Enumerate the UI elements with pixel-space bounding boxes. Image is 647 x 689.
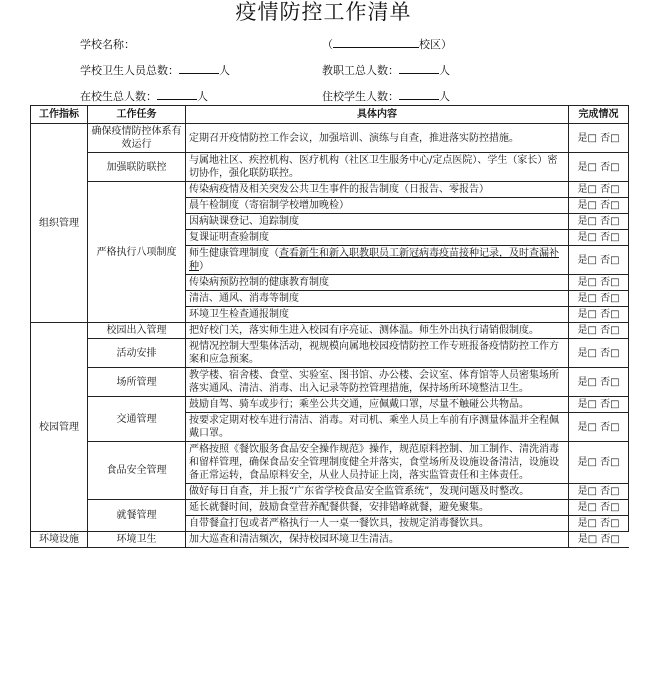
header-content: 具体内容 bbox=[186, 106, 569, 124]
status-checkbox[interactable]: 是□ 否□ bbox=[569, 214, 629, 230]
table-row bbox=[31, 182, 629, 198]
status-checkbox[interactable]: 是□ 否□ bbox=[569, 442, 629, 484]
task-cell: 食品安全管理 bbox=[88, 442, 186, 500]
vaccination-record-text: 查看新生和新入职教职员工新冠病毒疫苗接种记录，及时查漏补种 bbox=[189, 248, 559, 272]
school-name-field bbox=[80, 36, 135, 52]
content-cell: 按要求定期对校车进行清洁、消毒。对司机、乘坐人员上车前有序测量体温并全程佩戴口罩。 bbox=[186, 413, 569, 442]
campus-open: （ bbox=[322, 38, 333, 51]
content-cell: 清洁、通风、消毒等制度 bbox=[186, 291, 569, 307]
content-cell: 鼓励自驾、骑车或步行；乘坐公共交通，应佩戴口罩，尽量不触碰公共物品。 bbox=[186, 397, 569, 413]
status-checkbox[interactable]: 是□ 否□ bbox=[569, 182, 629, 198]
task-cell: 活动安排 bbox=[88, 339, 186, 368]
unit-label: 人 bbox=[439, 90, 450, 103]
table-row bbox=[31, 397, 629, 413]
status-checkbox[interactable]: 是□ 否□ bbox=[569, 153, 629, 182]
task-cell: 确保疫情防控体系有效运行 bbox=[88, 124, 186, 153]
task-cell: 环境卫生 bbox=[88, 532, 186, 548]
content-text: 师生健康管理制度（ bbox=[189, 248, 279, 259]
status-checkbox[interactable]: 是□ 否□ bbox=[569, 397, 629, 413]
content-cell: 与属地社区、疾控机构、医疗机构（社区卫生服务中心/定点医院）、学生（家长）密切协作，强化联防联控。 bbox=[186, 153, 569, 182]
unit-label: 人 bbox=[439, 64, 450, 77]
health-staff-field bbox=[80, 62, 230, 78]
table-row bbox=[31, 153, 629, 182]
health-staff-blank[interactable] bbox=[179, 62, 219, 74]
task-cell: 交通管理 bbox=[88, 397, 186, 442]
status-checkbox[interactable]: 是□ 否□ bbox=[569, 532, 629, 548]
content-cell: 因病缺课登记、追踪制度 bbox=[186, 214, 569, 230]
campus-field bbox=[322, 36, 452, 52]
campus-blank[interactable] bbox=[333, 36, 419, 48]
boarders-total-label: 住校学生人数： bbox=[322, 90, 399, 103]
campus-suffix: 校区） bbox=[419, 38, 452, 51]
header-task: 工作任务 bbox=[88, 106, 186, 124]
content-cell: 教学楼、宿舍楼、食堂、实验室、图书馆、办公楼、会议室、体育馆等人员密集场所落实通风、清洁、消毒、出入记录等防控管理措施，保持场所环境整洁卫生。 bbox=[186, 368, 569, 397]
task-cell: 严格执行八项制度 bbox=[88, 182, 186, 323]
status-checkbox[interactable]: 是□ 否□ bbox=[569, 307, 629, 323]
content-cell: 严格按照《餐饮服务食品安全操作规范》操作，规范原料控制、加工制作、清洗消毒和留样管理，确保食品安全管理制度健全并落实，食堂场所及设施设备清洁，设施设备正常运转，食品原料安全，从业人员持证上岗，落实监管责任和主体责任。 bbox=[186, 442, 569, 484]
students-total-label: 在校生总人数： bbox=[80, 90, 157, 103]
status-checkbox[interactable]: 是□ 否□ bbox=[569, 413, 629, 442]
status-checkbox[interactable]: 是□ 否□ bbox=[569, 230, 629, 246]
table-row bbox=[31, 442, 629, 484]
table-row bbox=[31, 339, 629, 368]
status-checkbox[interactable]: 是□ 否□ bbox=[569, 198, 629, 214]
checklist-table bbox=[30, 105, 629, 548]
students-total-blank[interactable] bbox=[157, 88, 197, 100]
content-cell: 传染病疫情及相关突发公共卫生事件的报告制度（日报告、零报告） bbox=[186, 182, 569, 198]
unit-label: 人 bbox=[219, 64, 230, 77]
task-cell: 场所管理 bbox=[88, 368, 186, 397]
status-checkbox[interactable]: 是□ 否□ bbox=[569, 291, 629, 307]
status-checkbox[interactable]: 是□ 否□ bbox=[569, 323, 629, 339]
health-staff-label: 学校卫生人员总数： bbox=[80, 64, 179, 77]
table-row bbox=[31, 532, 629, 548]
status-checkbox[interactable]: 是□ 否□ bbox=[569, 516, 629, 532]
boarders-total-field bbox=[322, 88, 450, 104]
status-checkbox[interactable]: 是□ 否□ bbox=[569, 246, 629, 275]
status-checkbox[interactable]: 是□ 否□ bbox=[569, 484, 629, 500]
table-row bbox=[31, 124, 629, 153]
staff-total-field bbox=[322, 62, 450, 78]
status-checkbox[interactable]: 是□ 否□ bbox=[569, 500, 629, 516]
task-cell: 校园出入管理 bbox=[88, 323, 186, 339]
school-name-label: 学校名称： bbox=[80, 38, 135, 51]
staff-total-label: 教职工总人数： bbox=[322, 64, 399, 77]
content-cell: 把好校门关，落实师生进入校园有序亮证、测体温。师生外出执行请销假制度。 bbox=[186, 323, 569, 339]
content-cell: 视情况控制大型集体活动，视规模向属地校园疫情防控工作专班报备疫情防控工作方案和应急预案。 bbox=[186, 339, 569, 368]
status-checkbox[interactable]: 是□ 否□ bbox=[569, 275, 629, 291]
content-cell bbox=[186, 246, 569, 275]
status-checkbox[interactable]: 是□ 否□ bbox=[569, 339, 629, 368]
content-cell: 延长就餐时间，鼓励食堂营养配餐供餐，安排错峰就餐，避免聚集。 bbox=[186, 500, 569, 516]
content-cell: 做好每日自查，并上报“广东省学校食品安全监管系统”，发现问题及时整改。 bbox=[186, 484, 569, 500]
table-header-row bbox=[31, 106, 629, 124]
boarders-total-blank[interactable] bbox=[399, 88, 439, 100]
page-title: 疫情防控工作清单 bbox=[235, 0, 412, 24]
task-cell: 加强联防联控 bbox=[88, 153, 186, 182]
indicator-cell: 校园管理 bbox=[31, 323, 88, 532]
header-indicator: 工作指标 bbox=[31, 106, 88, 124]
content-cell: 环境卫生检查通报制度 bbox=[186, 307, 569, 323]
staff-total-blank[interactable] bbox=[399, 62, 439, 74]
content-cell: 复课证明查验制度 bbox=[186, 230, 569, 246]
content-text: ） bbox=[199, 261, 209, 272]
table-row bbox=[31, 323, 629, 339]
unit-label: 人 bbox=[197, 90, 208, 103]
content-cell: 自带餐盒打包或者严格执行一人一桌一餐饮具，按规定消毒餐饮具。 bbox=[186, 516, 569, 532]
indicator-cell: 组织管理 bbox=[31, 124, 88, 323]
table-row bbox=[31, 500, 629, 516]
content-cell: 传染病预防控制的健康教育制度 bbox=[186, 275, 569, 291]
content-cell: 加大巡查和清洁频次，保持校园环境卫生清洁。 bbox=[186, 532, 569, 548]
content-cell: 定期召开疫情防控工作会议，加强培训、演练与自查，推进落实防控措施。 bbox=[186, 124, 569, 153]
task-cell: 就餐管理 bbox=[88, 500, 186, 532]
status-checkbox[interactable]: 是□ 否□ bbox=[569, 124, 629, 153]
table-row bbox=[31, 368, 629, 397]
header-status: 完成情况 bbox=[569, 106, 629, 124]
content-cell: 晨午检制度（寄宿制学校增加晚检） bbox=[186, 198, 569, 214]
students-total-field bbox=[80, 88, 208, 104]
indicator-cell: 环境设施 bbox=[31, 532, 88, 548]
status-checkbox[interactable]: 是□ 否□ bbox=[569, 368, 629, 397]
